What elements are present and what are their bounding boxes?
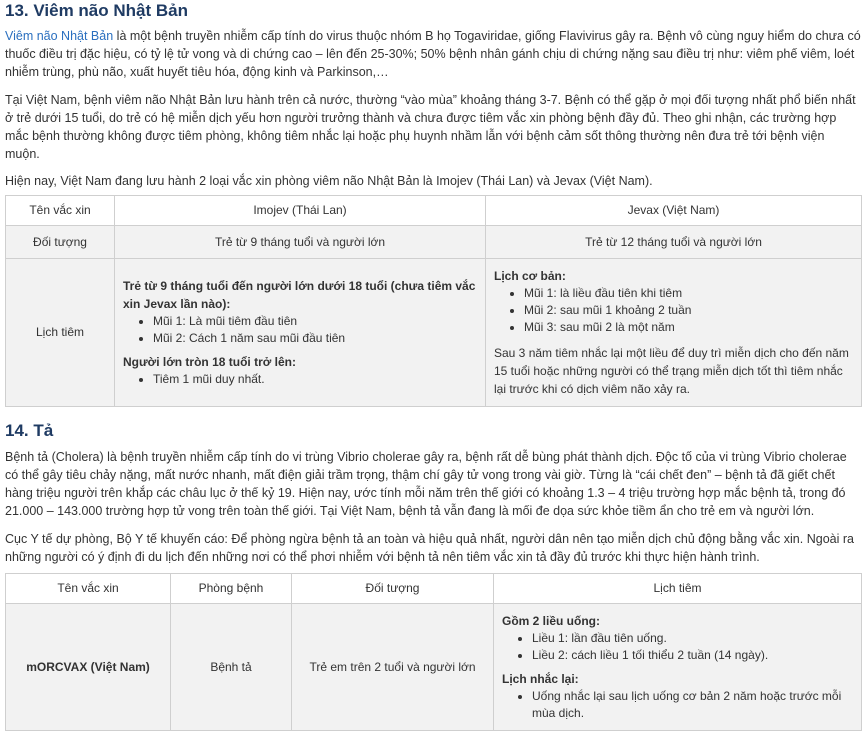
section-heading-viem-nao: 13. Viêm não Nhật Bản: [5, 1, 188, 20]
imojev-schedule-list: [123, 313, 477, 347]
col-header-ten-vac-xin: Tên vắc xin: [6, 196, 115, 226]
paragraph-ta-recommendation: Cục Y tế dự phòng, Bộ Y tế khuyến cáo: Để phòng ngừa bệnh tả an toàn và hiệu quả nhất, người dân nên tạo miễn dịch chủ động bằng vắc xin. Ngoài ra những người có ý định đi du lịch đến những nơi có thể phơi nhiễm với bệnh tả nên tiêm vắc xin tả đầy đủ trước khi thực hiện hành trình.: [5, 532, 854, 564]
paragraph-viem-nao-vaccines: Hiện nay, Việt Nam đang lưu hành 2 loại vắc xin phòng viêm não Nhật Bản là Imojev (Thái Lan) và Jevax (Việt Nam).: [5, 174, 653, 188]
list-item: • Liều 2: cách liều 1 tối thiểu 2 tuần (14 ngày).: [532, 647, 853, 664]
cell-target: Trẻ em trên 2 tuổi và người lớn: [292, 604, 494, 731]
jevax-schedule-list: [494, 285, 853, 336]
col-header-lich-tiem: Lịch tiêm: [494, 574, 862, 604]
list-item: • Tiêm 1 mũi duy nhất.: [153, 371, 477, 388]
col-header-imojev: Imojev (Thái Lan): [115, 196, 486, 226]
table-header-row: [6, 196, 862, 226]
link-viem-nao-nhat-ban[interactable]: Viêm não Nhật Bản: [5, 29, 114, 43]
morcvax-dose-list: [502, 630, 853, 664]
list-item: • Mũi 1: Là mũi tiêm đầu tiên: [153, 313, 477, 330]
list-item: • Mũi 1: là liều đầu tiên khi tiêm: [524, 285, 853, 302]
cell-imojev-doi-tuong: Trẻ từ 9 tháng tuổi và người lớn: [115, 226, 486, 259]
cell-vaccine-name: mORCVAX (Việt Nam): [6, 604, 171, 731]
paragraph-viem-nao-intro: [5, 27, 862, 81]
table-ta-vaccines: [5, 573, 862, 731]
table-row-morcvax: [6, 604, 862, 731]
morcvax-subtitle-doses: Gồm 2 liều uống:: [502, 614, 600, 628]
col-header-phong-benh: Phòng bệnh: [171, 574, 292, 604]
row-label-lich-tiem: Lịch tiêm: [6, 259, 115, 407]
cell-disease: Bệnh tả: [171, 604, 292, 731]
col-header-jevax: Jevax (Việt Nam): [486, 196, 862, 226]
col-header-ten-vac-xin: Tên vắc xin: [6, 574, 171, 604]
cell-jevax-doi-tuong: Trẻ từ 12 tháng tuổi và người lớn: [486, 226, 862, 259]
list-item: • Uống nhắc lại sau lịch uống cơ bản 2 năm hoặc trước mỗi mùa dịch.: [532, 688, 853, 722]
table-viem-nao-vaccines: [5, 195, 862, 407]
jevax-booster-note: Sau 3 năm tiêm nhắc lại một liều để duy trì miễn dịch cho đến năm 15 tuổi hoặc những người có thể trạng miễn dịch tốt thì tiêm nhắc lại trước khi có dịch viêm não xảy ra.: [494, 346, 849, 396]
paragraph-viem-nao-vietnam: Tại Việt Nam, bệnh viêm não Nhật Bản lưu hành trên cả nước, thường “vào mùa” khoảng tháng 3-7. Bệnh có thể gặp ở mọi đối tượng nhất phổ biến nhất ở trẻ dưới 15 tuổi, do trẻ có hệ miễn dịch yếu hơn người trưởng thành và chưa được tiêm vắc xin phòng bệnh đầy đủ. Theo ghi nhận, các trường hợp mắc bệnh thường không được tiêm phòng, không tiêm nhắc lại hoặc phụ huynh nhầm lẫn với bệnh cảm sốt thông thường nên đưa trẻ tới bệnh viện muộn.: [5, 93, 856, 161]
table-row-doi-tuong: [6, 226, 862, 259]
col-header-doi-tuong: Đối tượng: [292, 574, 494, 604]
table-header-row: [6, 574, 862, 604]
cell-imojev-lich-tiem: [115, 259, 486, 407]
imojev-adult-list: [123, 371, 477, 388]
morcvax-booster-list: [502, 688, 853, 722]
row-label-doi-tuong: Đối tượng: [6, 226, 115, 259]
jevax-subtitle-basic: Lịch cơ bản:: [494, 269, 566, 283]
list-item: • Liều 1: lần đầu tiên uống.: [532, 630, 853, 647]
list-item: • Mũi 2: Cách 1 năm sau mũi đầu tiên: [153, 330, 477, 347]
cell-jevax-lich-tiem: [486, 259, 862, 407]
paragraph-viem-nao-intro-text: là một bệnh truyền nhiễm cấp tính do virus thuộc nhóm B họ Togaviridae, giống Flavivirus gây ra. Bệnh vô cùng nguy hiểm do chưa có thuốc điều trị đặc hiệu, có tỷ lệ tử vong và di chứng cao – lên đến 25-30%; 50% bệnh nhân gánh chịu di chứng nặng sau điều trị như: viêm phế viêm, loét nhiễm trùng, phù não, xuất huyết tiêu hóa, động kinh và Parkinson,…: [5, 29, 861, 79]
paragraph-ta-intro: Bệnh tả (Cholera) là bệnh truyền nhiễm cấp tính do vi trùng Vibrio cholerae gây ra, bệnh rất dễ bùng phát thành dịch. Độc tố của vi trùng Vibrio cholerae có thể gây tiêu chảy nặng, mất nước nhanh, mất điện giải trầm trọng, thậm chí gây tử vong trong vài giờ. Từng là “cái chết đen” – bệnh tả đã giết chết hàng triệu người trên khắp các châu lục ở thế kỷ 19. Hiện nay, ước tính mỗi năm trên thế giới có khoảng 1.3 – 4 triệu trường hợp mắc bệnh tả, trong đó 21.000 – 143.000 trường hợp tử vong trên toàn thế giới. Tại Việt Nam, bệnh tả vẫn đang là mối đe dọa sức khỏe tiềm ẩn cho trẻ em và người lớn.: [5, 450, 847, 518]
cell-schedule: [494, 604, 862, 731]
list-item: • Mũi 3: sau mũi 2 là một năm: [524, 319, 853, 336]
imojev-subtitle-children: Trẻ từ 9 tháng tuổi đến người lớn dưới 18 tuổi (chưa tiêm vắc xin Jevax lần nào):: [123, 279, 476, 311]
table-row-lich-tiem: [6, 259, 862, 407]
section-heading-ta: 14. Tả: [5, 421, 54, 440]
morcvax-subtitle-booster: Lịch nhắc lại:: [502, 672, 579, 686]
list-item: • Mũi 2: sau mũi 1 khoảng 2 tuần: [524, 302, 853, 319]
imojev-subtitle-adults: Người lớn tròn 18 tuổi trở lên:: [123, 355, 296, 369]
